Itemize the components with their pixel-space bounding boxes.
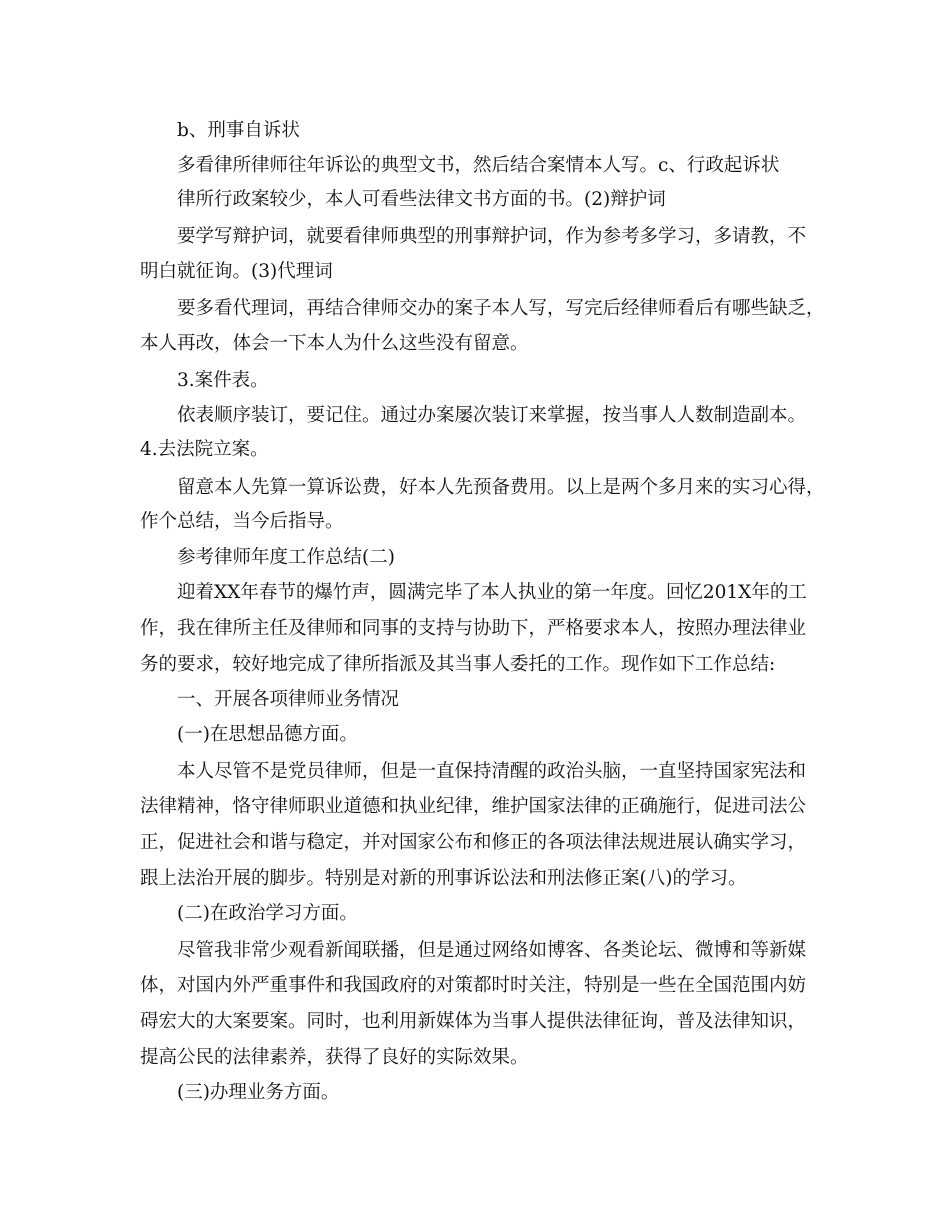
text-line: 迎着XX年春节的爆竹声，圆满完毕了本人执业的第一年度。回忆201X年的工	[177, 582, 807, 603]
text-line: 要多看代理词，再结合律师交办的案子本人写，写完后经律师看后有哪些缺乏，	[177, 298, 825, 319]
text-line: 明白就征询。(3)代理词	[140, 261, 333, 282]
text-line: 务的要求，较好地完成了律所指派及其当事人委托的工作。现作如下工作总结:	[140, 654, 776, 675]
text-line: 留意本人先算一算诉讼费，好本人先预备费用。以上是两个多月来的实习心得，	[177, 477, 825, 498]
subsection-heading: (三)办理业务方面。	[177, 1082, 340, 1103]
text-line: 作，我在律所主任及律师和同事的支持与协助下，严格要求本人，按照办理法律业	[140, 618, 807, 639]
text-line: 体，对国内外严重事件和我国政府的对策都时时关注，特别是一些在全国范围内妨	[140, 975, 807, 996]
text-line: 正，促进社会和谐与稳定，并对国家公布和修正的各项法律法规进展认确实学习，	[140, 832, 807, 853]
text-line: 提高公民的法律素养，获得了良好的实际效果。	[140, 1047, 529, 1068]
subsection-heading: (一)在思想品德方面。	[177, 724, 358, 745]
text-line: 尽管我非常少观看新闻联播，但是通过网络如博客、各类论坛、微博和等新媒	[177, 940, 807, 961]
section-heading: 参考律师年度工作总结(二)	[177, 547, 395, 568]
text-line: 法律精神，恪守律师职业道德和执业纪律，维护国家法律的正确施行，促进司法公	[140, 796, 807, 817]
text-line: 本人尽管不是党员律师，但是一直保持清醒的政治头脑，一直坚持国家宪法和	[177, 761, 807, 782]
subsection-heading: (二)在政治学习方面。	[177, 903, 358, 924]
text-line: b、刑事自诉状	[177, 120, 300, 141]
text-line: 多看律所律师往年诉讼的典型文书，然后结合案情本人写。c、行政起诉状	[177, 155, 780, 176]
section-heading: 一、开展各项律师业务情况	[177, 689, 400, 710]
text-line: 4.去法院立案。	[140, 439, 269, 460]
text-line: 作个总结，当今后指导。	[140, 511, 344, 532]
text-line: 碍宏大的大案要案。同时，也利用新媒体为当事人提供法律征询，普及法律知识，	[140, 1011, 807, 1032]
text-line: 本人再改，体会一下本人为什么这些没有留意。	[140, 333, 529, 354]
text-line: 律所行政案较少，本人可看些法律文书方面的书。(2)辩护词	[177, 189, 666, 210]
text-line: 3.案件表。	[177, 370, 269, 391]
text-line: 要学写辩护词，就要看律师典型的刑事辩护词，作为参考多学习，多请教，不	[177, 226, 807, 247]
text-line: 依表顺序装订，要记住。通过办案屡次装订来掌握，按当事人人数制造副本。	[177, 405, 807, 426]
text-line: 跟上法治开展的脚步。特别是对新的刑事诉讼法和刑法修正案(八)的学习。	[140, 868, 747, 889]
